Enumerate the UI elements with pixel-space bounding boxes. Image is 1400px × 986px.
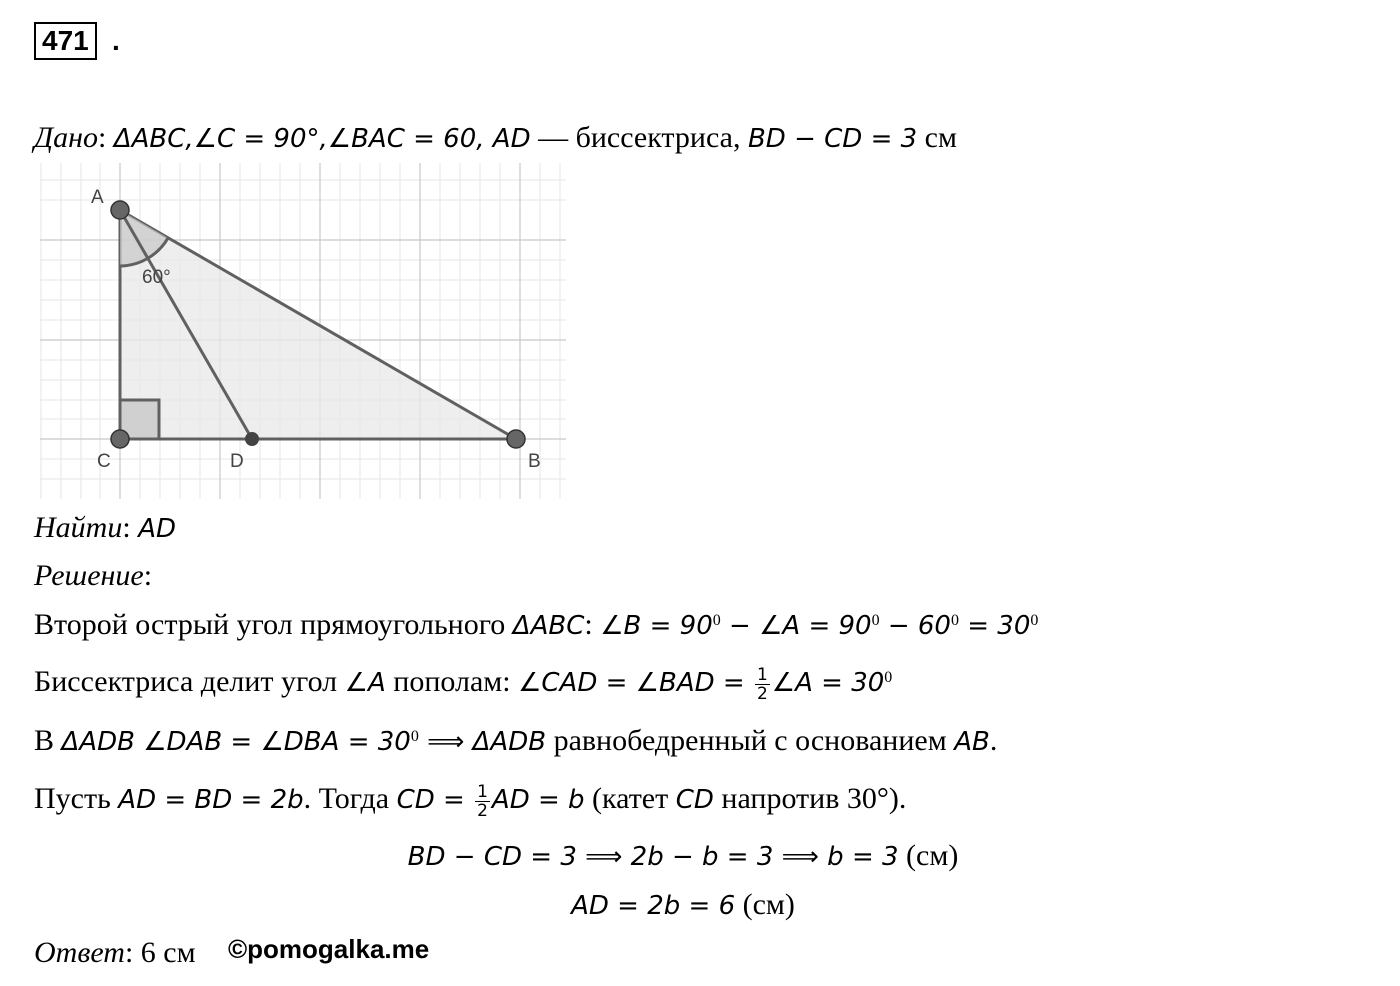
l1-text: Второй острый угол прямоугольного xyxy=(34,608,513,641)
solution-line xyxy=(34,556,152,596)
l4-math3: AD = b xyxy=(491,785,585,815)
point-a xyxy=(111,201,129,219)
given-dash-text: — биссектриса, xyxy=(530,121,748,154)
eq1-math: BD − CD = 3 ⟹ 2b − b = 3 ⟹ b = 3 xyxy=(407,842,899,872)
l1-math4: = 30 xyxy=(958,611,1031,641)
l2-sup: 0 xyxy=(884,669,893,686)
solution-label: Решение xyxy=(34,559,144,592)
watermark-text: ©pomogalka.me xyxy=(228,934,430,964)
answer-label: Ответ xyxy=(34,936,125,969)
l1-colon: : xyxy=(584,608,601,641)
l4-math: AD = BD = 2b xyxy=(118,785,304,815)
l4-text2: . Тогда xyxy=(303,782,397,815)
label-c: C xyxy=(97,451,111,472)
given-condition: BD − CD = 3 xyxy=(747,124,918,154)
solution-colon: : xyxy=(143,559,153,592)
l2-frac-den: 2 xyxy=(756,683,768,704)
point-b xyxy=(507,430,525,448)
l1-math3: − 60 xyxy=(879,611,951,641)
solution-line-2 xyxy=(34,662,892,703)
eq1-unit: (см) xyxy=(898,839,959,872)
given-line xyxy=(34,118,957,159)
answer-value: 6 см xyxy=(133,936,196,969)
l4-cd: CD xyxy=(675,785,714,815)
l1-math: ∠B = 90 xyxy=(600,611,713,641)
l1-math2: − ∠A = 90 xyxy=(720,611,872,641)
l3-math2: ⟹ ΔADB xyxy=(418,727,547,757)
solution-line-3 xyxy=(34,721,997,762)
equation-2 xyxy=(0,885,1366,926)
answer-colon: : xyxy=(124,936,134,969)
l3-math: ΔADB ∠DAB = ∠DBA = 30 xyxy=(61,727,411,757)
find-value: AD xyxy=(138,514,176,544)
l3-end: . xyxy=(989,724,998,757)
l1-sup3: 0 xyxy=(950,612,959,629)
point-d xyxy=(245,432,259,446)
l1-triangle: ΔABC xyxy=(512,611,585,641)
l4-text: Пусть xyxy=(34,782,119,815)
point-c xyxy=(111,430,129,448)
triangle-abc xyxy=(120,210,516,439)
label-d: D xyxy=(230,451,244,472)
l2-math2: ∠A = 30 xyxy=(771,668,885,698)
l3-text: В xyxy=(34,724,62,757)
angle-label: 60° xyxy=(142,267,171,288)
l2-text: Биссектриса делит угол xyxy=(34,665,345,698)
solution-line-4 xyxy=(34,779,906,820)
label-b: B xyxy=(528,451,541,472)
find-colon: : xyxy=(122,511,131,544)
solution-line-1 xyxy=(34,605,1038,646)
given-triangle: ΔABC,∠C = 90°,∠BAC = 60, AD xyxy=(113,124,531,154)
l2-text2: пополам: xyxy=(385,665,519,698)
triangle-figure xyxy=(36,163,568,501)
l1-sup4: 0 xyxy=(1030,612,1039,629)
find-line xyxy=(34,508,176,549)
problem-number-dot: . xyxy=(112,25,120,56)
given-label: Дано xyxy=(34,121,98,154)
l4-fraction xyxy=(475,783,490,820)
l4-frac-num: 1 xyxy=(477,781,488,802)
l3-sup: 0 xyxy=(410,728,419,745)
l3-text2: равнобедренный с основанием xyxy=(546,724,955,757)
eq2-unit: (см) xyxy=(735,888,795,921)
l2-angle-a: ∠A xyxy=(344,668,386,698)
problem-number: 471 xyxy=(34,22,97,60)
l2-fraction xyxy=(755,666,770,703)
l4-math2: CD = xyxy=(396,785,474,815)
given-unit: см xyxy=(917,121,957,154)
answer-line xyxy=(34,933,196,973)
given-colon: : xyxy=(97,121,107,154)
find-label: Найти xyxy=(34,511,123,544)
l3-ab: AB xyxy=(954,727,990,757)
eq2-math: AD = 2b = 6 xyxy=(571,891,736,921)
l2-math: ∠CAD = ∠BAD = xyxy=(518,668,753,698)
equation-1 xyxy=(0,836,1366,877)
l4-text3: (катет xyxy=(584,782,676,815)
l4-frac-den: 2 xyxy=(477,800,488,821)
label-a: A xyxy=(91,187,104,208)
l2-frac-num: 1 xyxy=(756,664,768,685)
l1-sup2: 0 xyxy=(871,612,880,629)
l1-sup1: 0 xyxy=(712,612,721,629)
l4-text4: напротив 30°). xyxy=(713,782,907,815)
